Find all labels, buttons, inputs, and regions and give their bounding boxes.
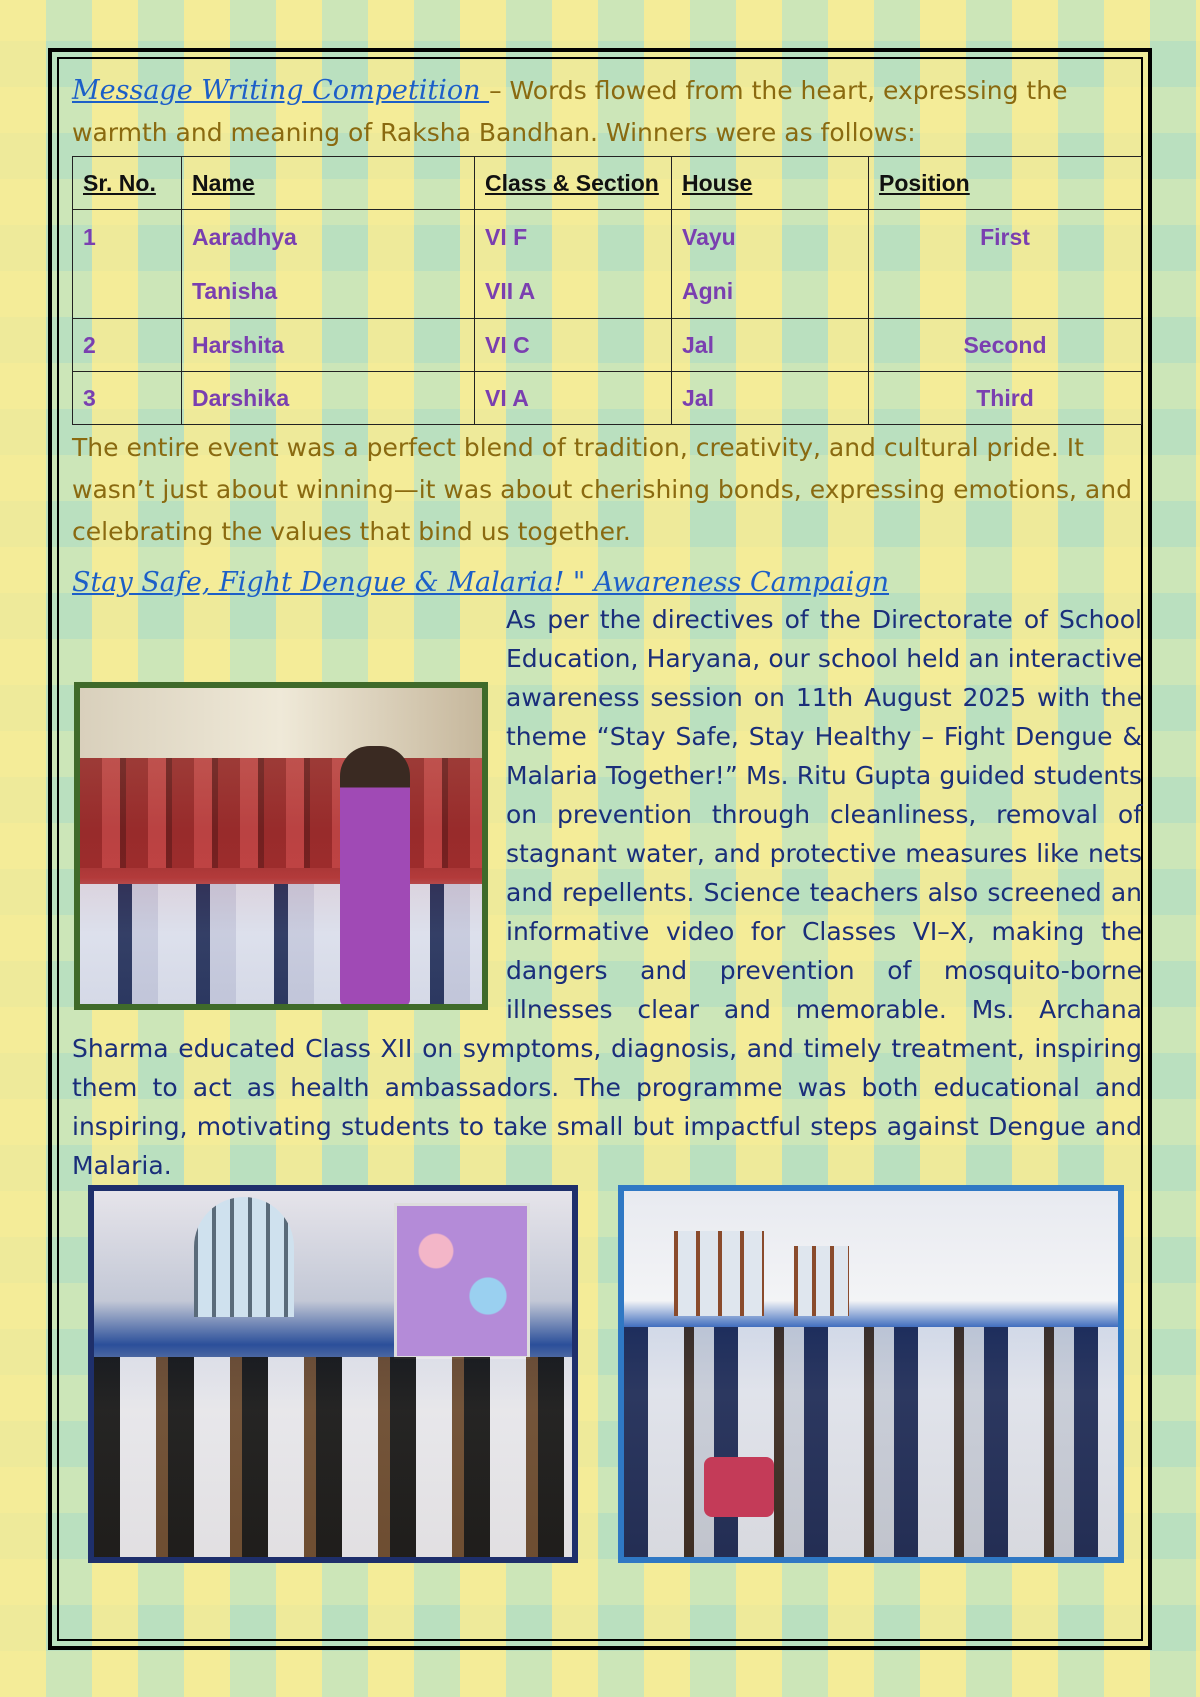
- campaign-text: As per the directives of the Directorate of School Education, Haryana, our school held an interactive awareness session on 11th August 2025 with the theme “Stay Safe, Stay Healthy – Fight Dengue & Malaria Together!” Ms. Ritu Gupta guided students on prevention through cleanliness, removal of stagnant water, and protective measures like nets and repellents. Science teachers also screened an informative video for Classes VI–X, making the dangers and prevention of mosquito-borne illnesses clear and memorable. Ms. Archana Sharma educated Class XII on symptoms, diagnosis, and timely treatment, inspiring them to act as health ambassadors. The programme was both educational and inspiring, motivating students to take small but impactful steps against Dengue and Malaria.: [72, 605, 1142, 1180]
- position-value: First: [980, 224, 1030, 250]
- classroom-students-photo: [618, 1185, 1124, 1563]
- cell-sr: 2: [73, 319, 182, 372]
- photo-wall: [80, 688, 482, 758]
- photo-seated-students: [94, 1357, 572, 1557]
- name-value: Aaradhya: [192, 224, 297, 250]
- cell-position: [869, 210, 1142, 319]
- header-sr-no: Sr. No.: [73, 157, 182, 210]
- house-value: Agni: [682, 278, 734, 304]
- cell-position: Third: [869, 372, 1142, 425]
- campaign-body: [72, 600, 1142, 1185]
- photo-projector-screen: [394, 1203, 530, 1359]
- photo-students-at-desks: [624, 1327, 1118, 1557]
- photo-speaker: [340, 746, 410, 1006]
- classroom-video-photo: [88, 1185, 578, 1563]
- competition-closing: The entire event was a perfect blend of tradition, creativity, and cultural pride. It wasn’t just about winning—it was about cherishing bonds, expressing emotions, and celebrating the values that bind us together.: [72, 433, 1132, 546]
- winners-table: [72, 156, 1142, 425]
- sr-value: 1: [83, 224, 96, 250]
- awareness-session-photo: [74, 682, 488, 1010]
- table-header-row: [73, 157, 1142, 210]
- table-row: [73, 319, 1142, 372]
- cell-name: Darshika: [182, 372, 475, 425]
- photo-arched-window: [194, 1197, 294, 1317]
- class-value: VI F: [485, 224, 528, 250]
- photo-auditorium-seats: [80, 758, 482, 868]
- competition-intro-text: – Words flowed from the heart, expressing the warmth and meaning of Raksha Bandhan. Winners were as follows:: [72, 76, 1068, 147]
- cell-house: [672, 210, 869, 319]
- photo-school-bag: [704, 1457, 774, 1517]
- campaign-heading: Stay Safe, Fight Dengue & Malaria! " Awareness Campaign: [72, 567, 889, 598]
- photo-window: [794, 1246, 849, 1316]
- cell-name: Harshita: [182, 319, 475, 372]
- cell-house: Jal: [672, 319, 869, 372]
- bottom-photo-row: [88, 1185, 1124, 1565]
- header-house: House: [672, 157, 869, 210]
- header-position: Position: [869, 157, 1142, 210]
- competition-intro: [72, 70, 1142, 154]
- cell-class: VI A: [475, 372, 672, 425]
- photo-window: [674, 1231, 764, 1316]
- header-name: Name: [182, 157, 475, 210]
- cell-class: VI C: [475, 319, 672, 372]
- photo-students: [80, 884, 482, 1004]
- cell-class: [475, 210, 672, 319]
- table-row: [73, 372, 1142, 425]
- name-value: Tanisha: [192, 278, 278, 304]
- cell-sr: [73, 210, 182, 319]
- cell-name: [182, 210, 475, 319]
- header-class-section: Class & Section: [475, 157, 672, 210]
- class-value: VII A: [485, 278, 536, 304]
- cell-position: Second: [869, 319, 1142, 372]
- competition-heading: Message Writing Competition: [72, 75, 490, 106]
- cell-house: Jal: [672, 372, 869, 425]
- house-value: Vayu: [682, 224, 736, 250]
- newsletter-content: [72, 70, 1142, 1185]
- cell-sr: 3: [73, 372, 182, 425]
- table-row: [73, 210, 1142, 319]
